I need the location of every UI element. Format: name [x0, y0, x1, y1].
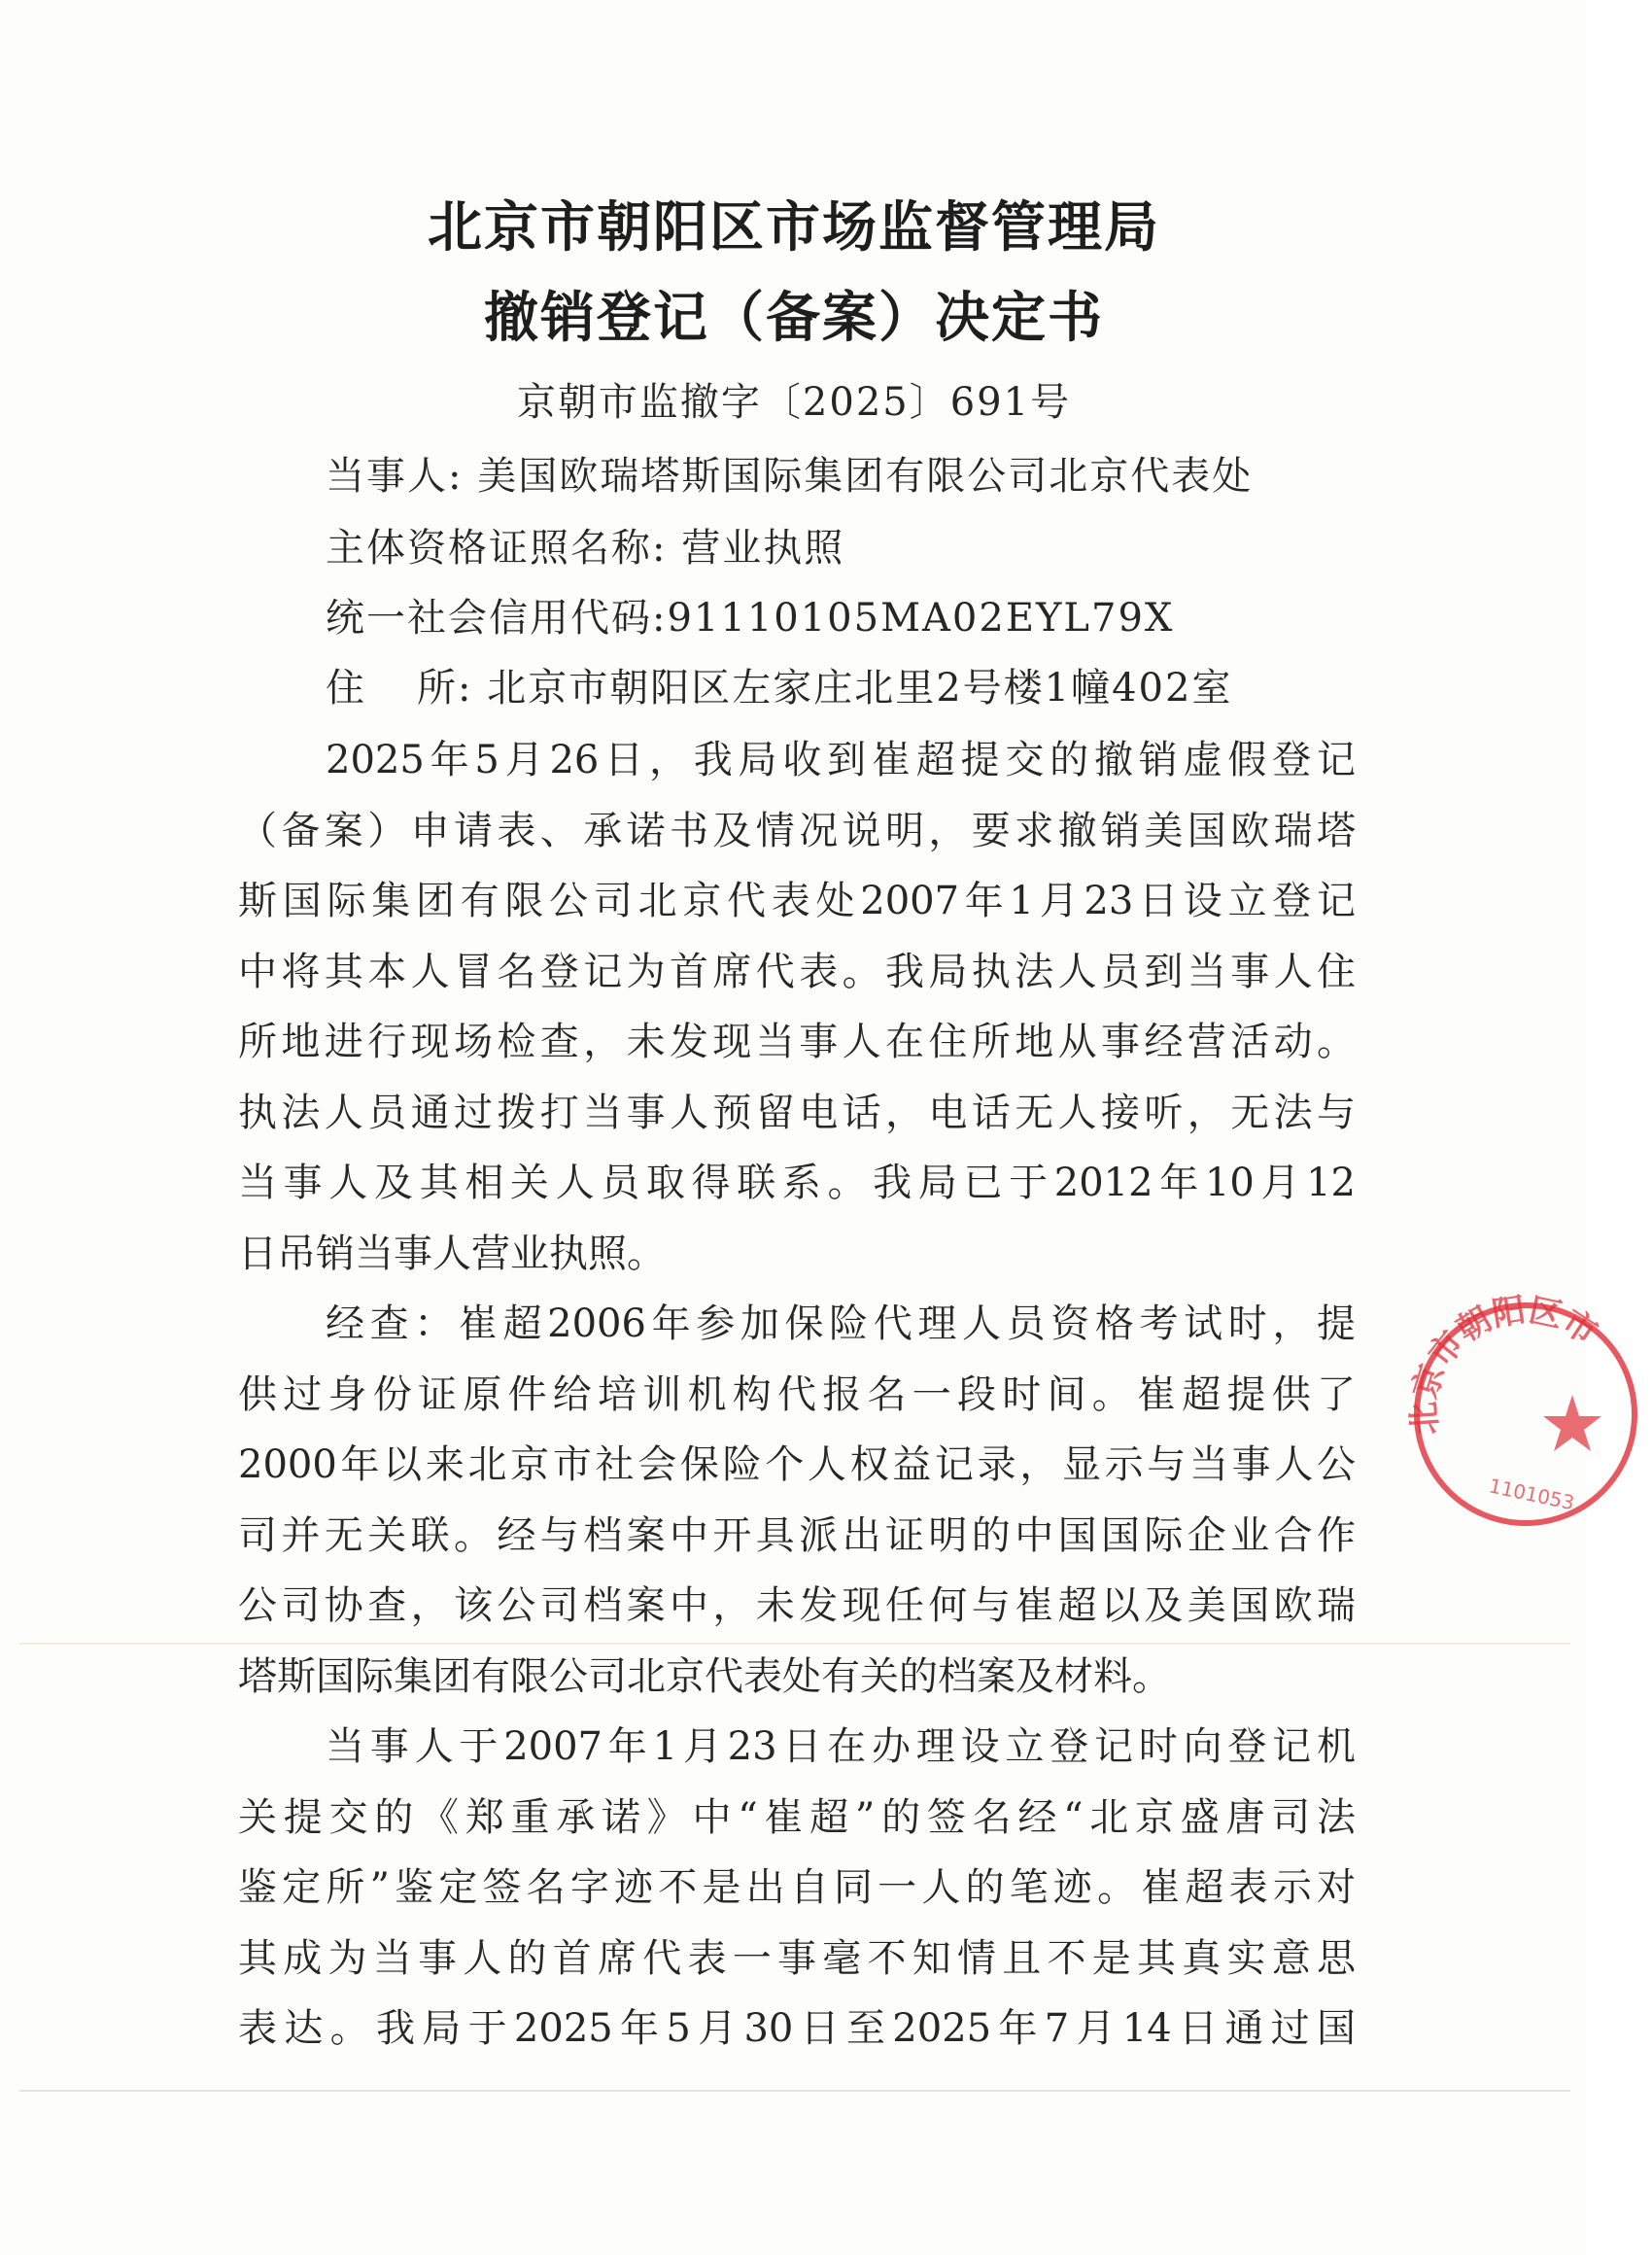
address-label-second: 所: [417, 666, 473, 711]
seal-ring [1417, 1305, 1635, 1523]
paragraph-line: 经查：崔超2006年参加保险代理人员资格考试时，提 [326, 1301, 1356, 1346]
paragraph-line: 2025年5月26日，我局收到崔超提交的撤销虚假登记 [326, 738, 1356, 782]
seal-code: 1101053 [1487, 1474, 1577, 1515]
document-title-authority: 北京市朝阳区市场监督管理局 [428, 195, 1160, 260]
paragraph-line: 2000年以来北京市社会保险个人权益记录，显示与当事人公 [238, 1442, 1356, 1487]
license-value: 营业执照 [681, 526, 845, 571]
paragraph-line: （备案）申请表、承诺书及情况说明，要求撤销美国欧瑞塔 [238, 808, 1356, 853]
paragraph-line: 当事人及其相关人员取得联系。我局已于2012年10月12 [238, 1161, 1356, 1205]
paragraph-line: 鉴定所”鉴定签名字迹不是出自同一人的笔迹。崔超表示对 [238, 1865, 1356, 1910]
paragraph-line: 公司协查，该公司档案中，未发现任何与崔超以及美国欧瑞 [238, 1583, 1356, 1628]
scan-artifact-line [19, 2090, 1570, 2092]
seal-star-icon [1543, 1395, 1601, 1451]
address-field [326, 657, 1232, 712]
paragraph-line: 中将其本人冒名登记为首席代表。我局执法人员到当事人住 [238, 949, 1356, 994]
paragraph-line: 所地进行现场检查，未发现当事人在住所地从事经营活动。 [238, 1020, 1356, 1064]
license-label: 主体资格证照名称: [326, 526, 668, 571]
paragraph-line: 日吊销当事人营业执照。 [238, 1231, 666, 1276]
paragraph-application [238, 725, 1356, 1289]
paragraph-line: 塔斯国际集团有限公司北京代表处有关的档案及材料。 [238, 1653, 1171, 1699]
paragraph-line: 其成为当事人的首席代表一事毫不知情且不是其真实意思 [238, 1935, 1356, 1981]
paragraph-line: 当事人于2007年1月23日在办理设立登记时向登记机 [326, 1724, 1356, 1769]
party-field [326, 445, 1253, 501]
paragraph-line: 关提交的《郑重承诺》中“崔超”的签名经“北京盛唐司法 [238, 1794, 1356, 1840]
paragraph-line: 司并无关联。经与档案中开具派出证明的中国国际企业合作 [238, 1512, 1356, 1558]
paragraph-line: 表达。我局于2025年5月30日至2025年7月14日通过国 [238, 2006, 1356, 2051]
document-number: 京朝市监撤字〔2025〕691号 [516, 380, 1072, 425]
address-value: 北京市朝阳区左家庄北里2号楼1幢402室 [487, 666, 1233, 711]
paragraph-investigation [238, 1289, 1356, 1712]
paragraph-line: 斯国际集团有限公司北京代表处2007年1月23日设立登记 [238, 879, 1356, 923]
paragraph-line: 执法人员通过拨打当事人预留电话，电话无人接听，无法与 [238, 1090, 1356, 1135]
paragraph-signature-appraisal [238, 1712, 1356, 2064]
official-seal-stamp [1399, 1288, 1652, 1541]
document-title-decision: 撤销登记（备案）决定书 [484, 286, 1104, 350]
party-value: 美国欧瑞塔斯国际集团有限公司北京代表处 [477, 454, 1254, 499]
address-label-first: 住 [326, 666, 366, 711]
party-label: 当事人: [326, 454, 464, 499]
credit-code-value: 91110105MA02EYL79X [667, 596, 1175, 641]
seal-text: 北京市朝阳区市 [1404, 1290, 1604, 1437]
license-field [326, 517, 844, 572]
paragraph-line: 供过身份证原件给培训机构代报名一段时间。崔超提供了 [238, 1371, 1356, 1417]
decision-body [238, 725, 1356, 2064]
credit-code-label: 统一社会信用代码: [326, 596, 668, 641]
credit-code-field [326, 587, 1174, 642]
